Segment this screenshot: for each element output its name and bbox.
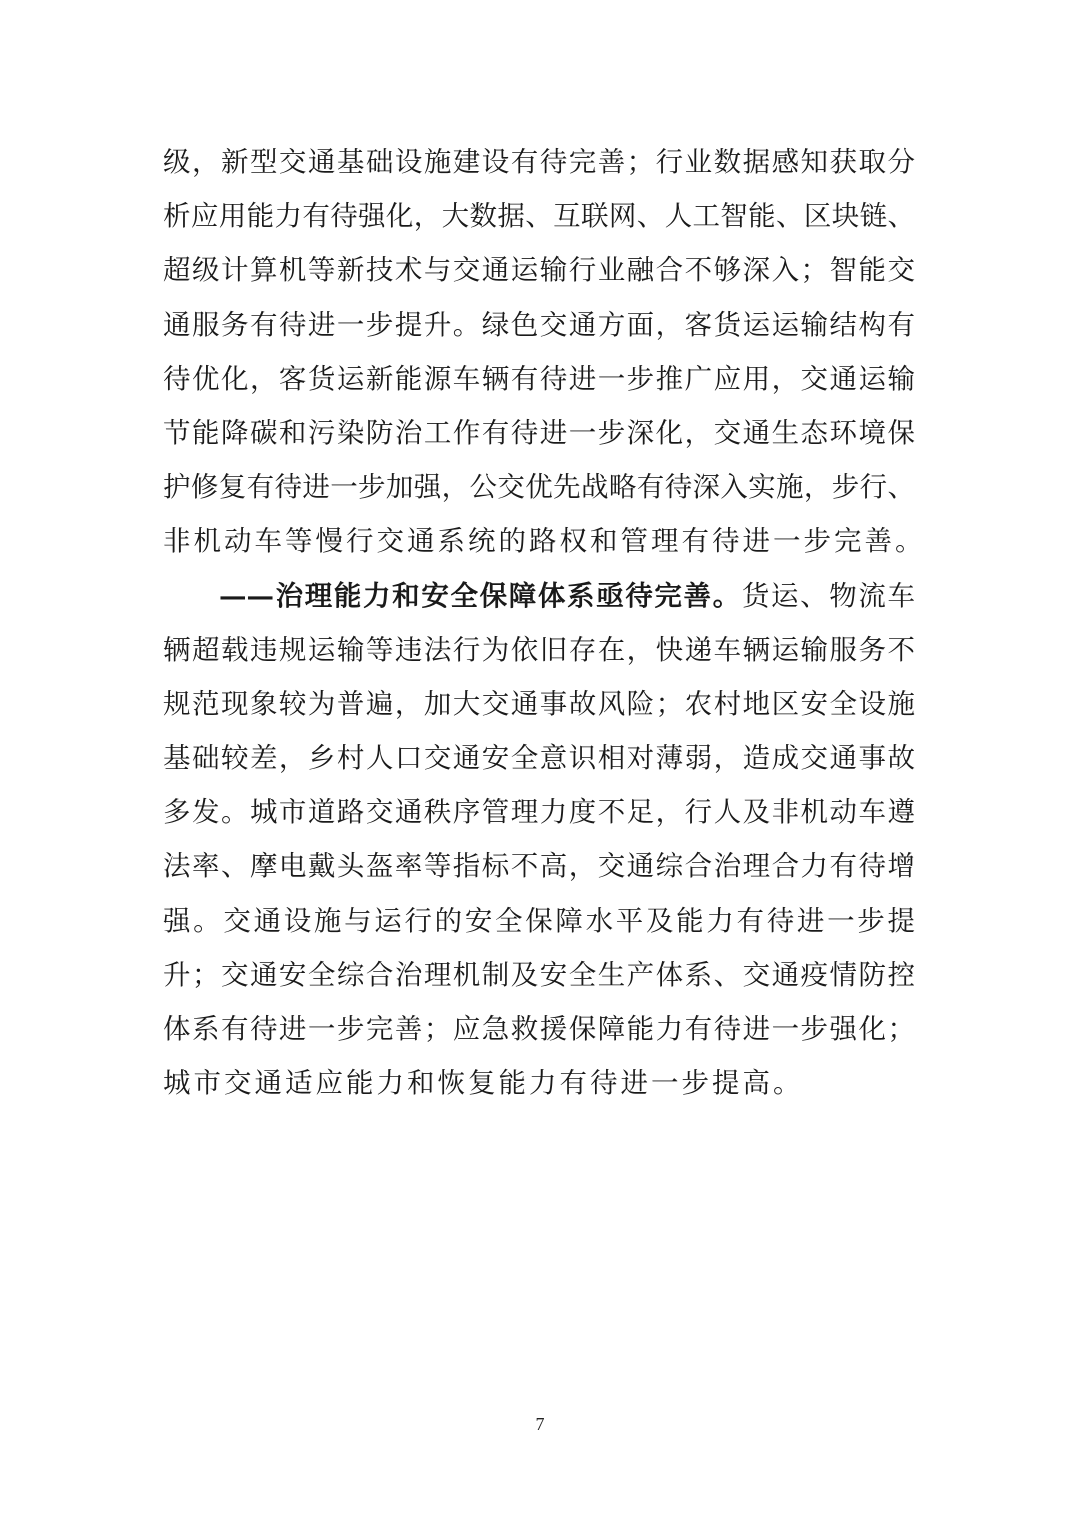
text-line: 辆超载违规运输等违法行为依旧存在，快递车辆运输服务不 [163,633,915,666]
text-run: 货运、物流车 [741,579,916,612]
text-line: 析应用能力有待强化，大数据、互联网、人工智能、区块链、 [163,200,915,233]
text-line: 城市交通适应能力和恢复能力有待进一步提高。 [163,1067,804,1100]
body-text [163,135,926,1110]
text-line: 规范现象较为普遍，加大交通事故风险；农村地区安全设施 [163,687,915,720]
text-line: 通服务有待进一步提升。绿色交通方面，客货运运输结构有 [163,308,915,341]
text-line: 非机动车等慢行交通系统的路权和管理有待进一步完善。 [163,525,926,558]
page-number: 7 [535,1414,545,1434]
text-line: 待优化，客货运新能源车辆有待进一步推广应用，交通运输 [163,362,915,395]
text-line: 体系有待进一步完善；应急救援保障能力有待进一步强化； [163,1013,915,1045]
text-line: 超级计算机等新技术与交通运输行业融合不够深入；智能交 [163,254,915,287]
section-heading: ——治理能力和安全保障体系亟待完善。 [219,579,742,612]
text-line: 基础较差，乡村人口交通安全意识相对薄弱，造成交通事故 [163,742,915,775]
text-line: 节能降碳和污染防治工作有待进一步深化，交通生态环境保 [163,416,915,449]
text-line: 多发。城市道路交通秩序管理力度不足，行人及非机动车遵 [163,796,915,829]
text-line: 强。交通设施与运行的安全保障水平及能力有待进一步提 [163,904,915,937]
text-line: 法率、摩电戴头盔率等指标不高，交通综合治理合力有待增 [163,850,915,883]
text-line: 护修复有待进一步加强，公交优先战略有待深入实施，步行、 [163,471,915,504]
paragraph-green-smart-transport [163,135,926,569]
text-line: 升；交通安全综合治理机制及安全生产体系、交通疫情防控 [163,958,915,991]
text-line: 级，新型交通基础设施建设有待完善；行业数据感知获取分 [163,146,915,178]
text-line [163,569,915,623]
paragraph-governance-safety [163,569,915,1111]
